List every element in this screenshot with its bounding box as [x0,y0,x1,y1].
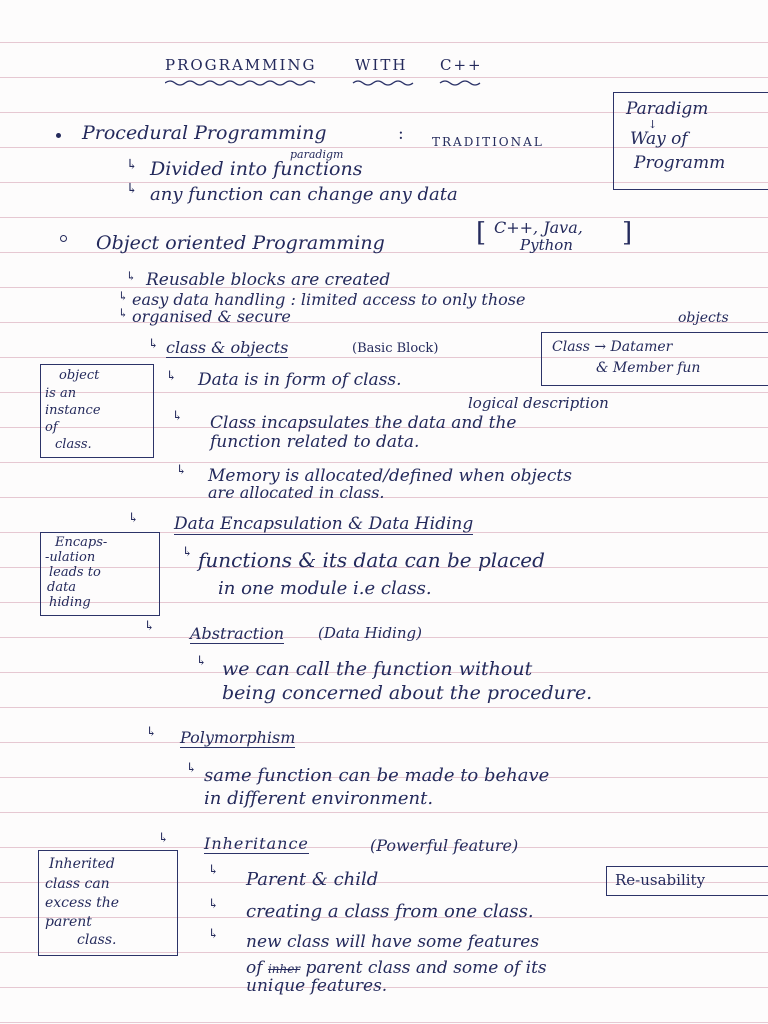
side-note-line: class. [77,932,117,948]
inheritance-point-3-of: of [246,958,263,978]
oop-point-2b: objects [678,310,729,326]
side-note-line: class. [55,437,92,452]
side-note-line: excess the [45,895,120,911]
return-arrow-icon: ↳ [146,725,157,740]
return-arrow-icon: ↳ [126,269,137,283]
side-note-line: leads to [49,565,101,580]
side-note-line: object [59,368,100,383]
procedural-colon: : [398,124,404,144]
abstraction-heading: Abstraction [190,624,285,643]
encapsulation-heading: Data Encapsulation & Data Hiding [174,514,474,534]
paradigm-box [613,92,768,190]
down-arrow-icon: ↓ [648,118,658,131]
side-note-line: is an [45,386,77,401]
bullet-ring-oop [60,235,67,242]
side-note-line: parent [45,914,92,930]
class-objects-point-3-line2: are allocated in class. [208,483,385,502]
polymorphism-heading: Polymorphism [180,728,296,747]
return-arrow-icon: ↳ [208,927,219,942]
return-arrow-icon: ↳ [196,654,207,669]
class-objects-heading: class & objects [166,338,289,357]
abstraction-point-line1: we can call the function without [222,658,533,680]
abstraction-note: (Data Hiding) [318,624,422,642]
paradigm-box-line2: Way of [630,129,688,149]
inheritance-point-3-rest: parent class and some of its [305,958,547,978]
return-arrow-icon: ↳ [166,369,177,384]
side-note-line: of [45,420,58,435]
procedural-sub: paradigm [290,148,344,161]
inheritance-point-1: Parent & child [246,869,379,890]
class-objects-point-2-line1: Class incapsulates the data and the [210,413,517,433]
return-arrow-icon: ↳ [144,619,155,634]
inheritance-point-3-line2 [246,960,547,977]
inheritance-point-3-line1: new class will have some features [246,932,540,952]
title-part-with: WITH [355,56,408,74]
side-note-line: instance [45,403,101,418]
class-members-line1: Class → Datamer [552,339,673,355]
side-note-line: -ulation [45,550,96,565]
polymorphism-point-line2: in different environment. [204,788,434,809]
return-arrow-icon: ↳ [186,761,197,776]
oop-langs-line2: Python [520,236,573,254]
class-objects-point-2-line2: function related to data. [210,432,420,452]
return-arrow-icon: ↳ [128,511,139,526]
return-arrow-icon: ↳ [118,306,129,320]
return-arrow-icon: ↳ [176,463,187,478]
class-objects-point-1: Data is in form of class. [198,370,402,390]
side-box-object-instance [40,364,154,458]
oop-point-2: easy data handling : limited access to only those [132,290,526,309]
paradigm-box-line3: Programm [634,153,726,173]
side-note-line: Inherited [49,856,115,872]
title-part-cpp: C++ [440,56,483,74]
title-part-programming: PROGRAMMING [165,56,317,74]
side-box-encapsulation [40,532,160,616]
return-arrow-icon: ↳ [126,157,138,173]
return-arrow-icon: ↳ [208,897,219,912]
oop-heading: Object oriented Programming [96,232,385,254]
paradigm-box-line1: Paradigm [626,99,709,119]
encapsulation-point-line1: functions & its data can be placed [198,548,545,572]
encapsulation-point-line2: in one module i.e class. [218,578,432,599]
procedural-point-1: Divided into functions [150,158,363,180]
abstraction-point-line2: being concerned about the procedure. [222,682,593,704]
reusability-box [606,866,768,896]
procedural-point-2: any function can change any data [150,184,458,205]
return-arrow-icon: ↳ [158,831,169,846]
side-note-line: hiding [49,595,91,610]
class-objects-point-1-note: logical description [468,394,609,412]
procedural-heading: Procedural Programming [82,122,327,144]
oop-point-3: organised & secure [132,307,291,326]
return-arrow-icon: ↳ [172,409,183,424]
bullet-dot-procedural [56,133,61,138]
inheritance-heading: Inheritance [204,834,309,853]
inheritance-point-3-strike: inher [267,962,301,976]
class-objects-note: (Basic Block) [352,341,439,356]
bracket-left: [ [476,218,487,248]
side-note-line: class can [45,876,110,892]
polymorphism-point-line1: same function can be made to behave [204,765,550,786]
procedural-tag: TRADITIONAL [432,135,544,149]
return-arrow-icon: ↳ [126,181,138,197]
side-note-line: data [47,580,77,595]
class-objects-point-3-line1: Memory is allocated/defined when objects [208,466,572,486]
return-arrow-icon: ↳ [182,545,193,560]
class-members-box [541,332,768,386]
side-box-inheritance [38,850,178,956]
oop-point-1: Reusable blocks are created [146,270,391,290]
inheritance-note: (Powerful feature) [370,836,519,855]
inheritance-point-3-line3: unique features. [246,976,388,996]
return-arrow-icon: ↳ [148,337,159,352]
class-members-line2: & Member fun [596,360,701,376]
return-arrow-icon: ↳ [208,863,219,878]
title-wavy-underline [165,78,495,88]
inheritance-point-2: creating a class from one class. [246,901,534,922]
bracket-right: ] [622,218,633,248]
oop-langs-line1: C++, Java, [494,218,583,237]
return-arrow-icon: ↳ [118,289,129,303]
reusability-label: Re-usability [615,871,706,889]
side-note-line: Encaps- [55,535,108,550]
